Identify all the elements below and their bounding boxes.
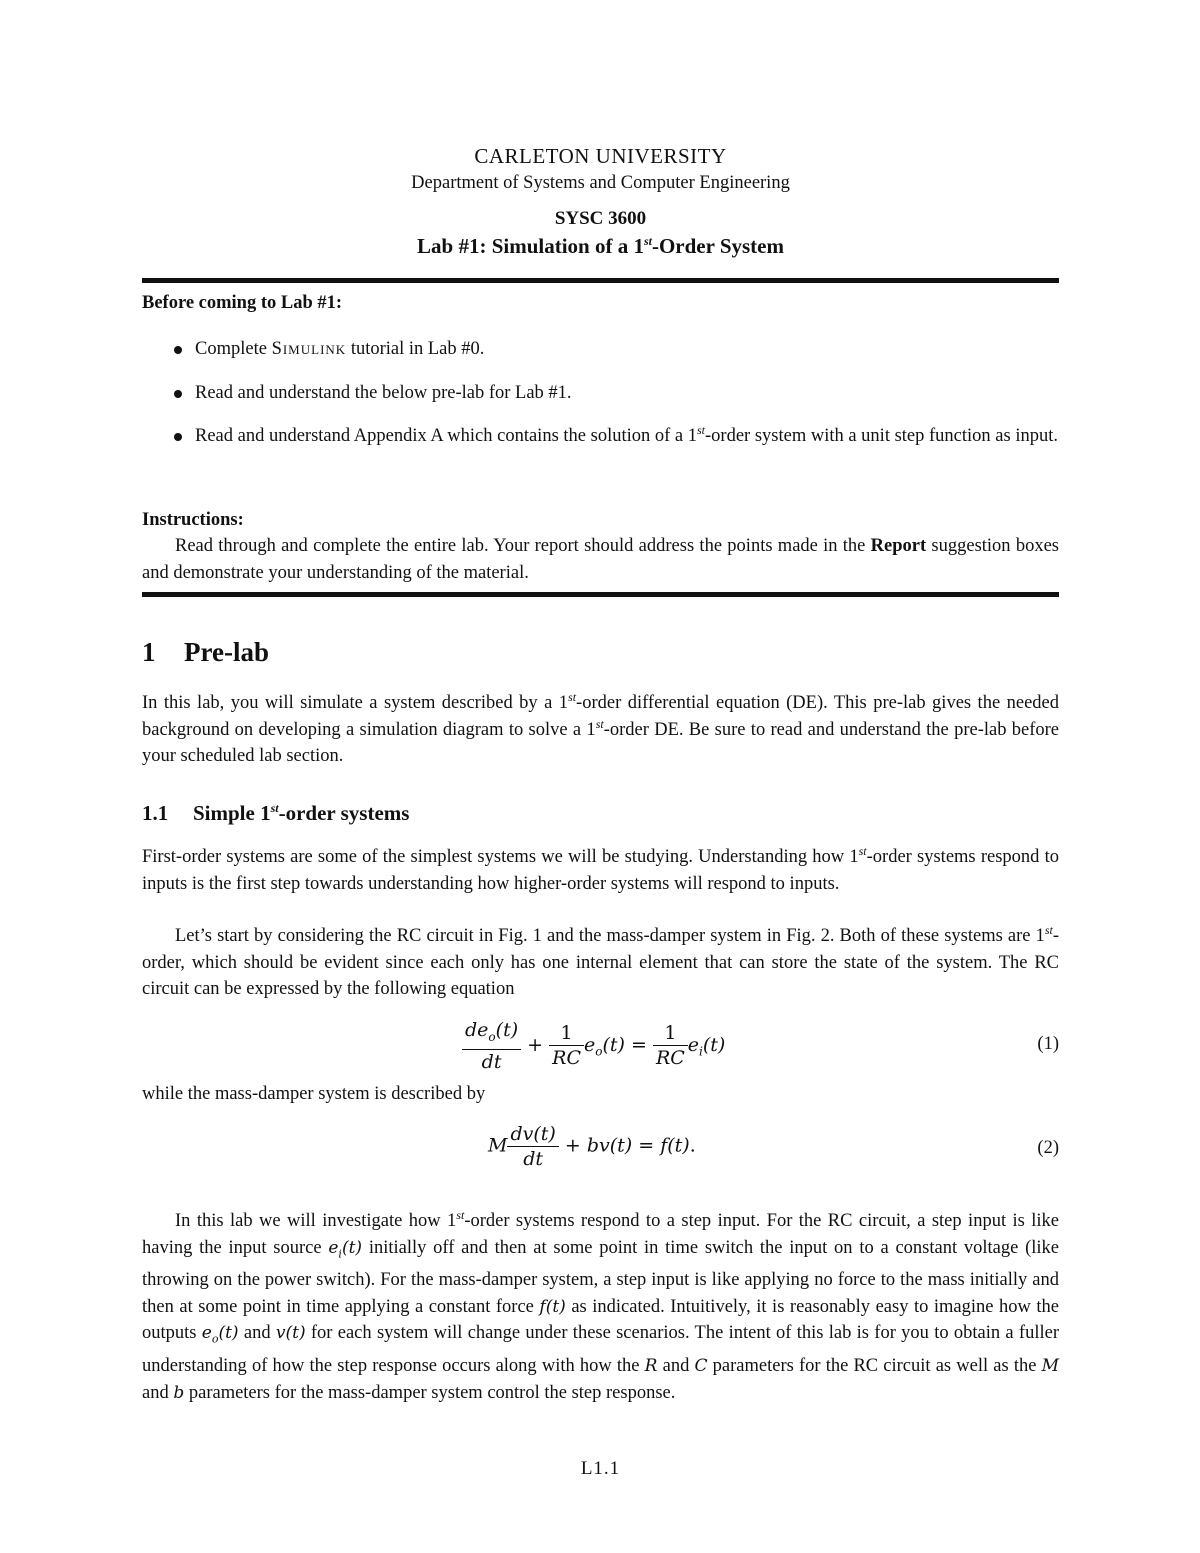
equation-1 — [142, 1018, 1059, 1074]
course-code: SYSC 3600 — [554, 208, 647, 229]
page-number: L1.1 — [580, 1458, 621, 1479]
list-item: Complete Simulink tutorial in Lab #0. — [142, 336, 1059, 363]
lab-title: Lab #1: Simulation of a 1st-Order System — [417, 234, 784, 258]
between-text: while the mass-damper system is described by — [142, 1084, 486, 1104]
section-heading: 1 Pre-lab — [142, 637, 269, 667]
bullet-icon — [174, 346, 182, 354]
bullet-icon — [174, 390, 182, 398]
bottom-rule — [142, 592, 1059, 597]
bullet-icon — [174, 433, 182, 441]
top-rule — [142, 278, 1059, 283]
equation-1-body: $\frac{de_o(t)}{dt}$ + $\frac{1}{RC}$ $e_o(t)$ = $\frac{1}{RC}$ $e_i(t)$ — [462, 1018, 725, 1074]
department-name: Department of Systems and Computer Engineering — [411, 173, 790, 193]
paragraph-1: First-order systems are some of the simplest systems we will be studying. Understanding how 1st-order systems respond to inputs is the first step towards understanding how higher-order systems will respond to inputs. — [142, 843, 1059, 894]
list-item: Read and understand the below pre-lab for Lab #1. — [142, 380, 1059, 407]
before-list — [142, 336, 1059, 450]
paragraph-2: Let’s start by considering the RC circuit in Fig. 1 and the mass-damper system in Fig. 2. Both of these systems are 1st-order, which should be evident since each only has one internal element that can store the state of the system. The RC circuit can be expressed by the following equation — [142, 922, 1059, 999]
equation-1-number: (1) — [1037, 1034, 1059, 1054]
list-item: Read and understand Appendix A which contains the solution of a 1st-order system with a unit step function as input. — [142, 423, 1059, 450]
equation-2-number: (2) — [1037, 1138, 1059, 1158]
paragraph-3: In this lab we will investigate how 1st-order systems respond to a step input. For the RC circuit, a step input is like having the input source $e_i(t)$ initially off and then at some point in time switch the input on to a constant voltage (like throwing on the power switch). For the mass-damper system, a step input is like applying no force to the mass initially and then at some point in time applying a constant force f(t) as indicated. Intuitively, it is reasonably easy to imagine how the outputs $e_o(t)$ and v(t) for each system will change under these scenarios. The intent of this lab is for you to obtain a fuller understanding of how the step response occurs along with how the R and C parameters for the RC circuit as well as the M and b parameters for the mass-damper system control the step response. — [142, 1207, 1060, 1403]
instructions-text: Read through and complete the entire lab. Your report should address the points made in the Report suggestion boxes and demonstrate your understanding of the material. — [142, 536, 1059, 583]
before-heading: Before coming to Lab #1: — [142, 293, 343, 313]
equation-2 — [142, 1122, 1059, 1178]
university-name: CARLETON UNIVERSITY — [474, 144, 727, 168]
equation-2-body: M $\frac{dv(t)}{dt}$ + bv(t) = f(t). — [488, 1123, 696, 1170]
instructions-heading: Instructions: — [142, 510, 244, 530]
section-intro: In this lab, you will simulate a system described by a 1st-order differential equation (DE). This pre-lab gives the needed background on developing a simulation diagram to solve a 1st-order DE. Be sure to read and understand the pre-lab before your scheduled lab section. — [142, 689, 1060, 766]
subsection-heading: 1.1 Simple 1st-order systems — [142, 801, 410, 825]
